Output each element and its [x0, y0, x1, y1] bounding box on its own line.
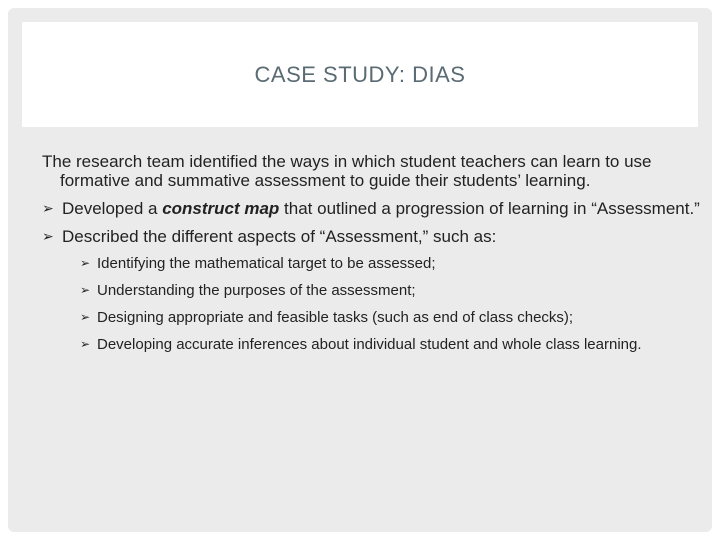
sub-bullet-text: Developing accurate inferences about individual student and whole class learning. — [97, 336, 642, 353]
bullet-text-before: Developed a — [62, 199, 163, 218]
slide-content — [42, 152, 702, 363]
arrow-bullet-icon: ➢ — [80, 337, 91, 351]
sub-bullet-tasks — [80, 309, 702, 326]
sub-bullet-text: Designing appropriate and feasible tasks (such as end of class checks); — [97, 309, 574, 326]
bullet-aspects — [42, 227, 702, 246]
arrow-bullet-icon: ➢ — [42, 200, 54, 216]
bullet-construct-map — [42, 199, 702, 218]
sub-bullet-text: Understanding the purposes of the assessment; — [97, 282, 416, 299]
title-box — [22, 22, 698, 127]
arrow-bullet-icon: ➢ — [42, 228, 54, 244]
sub-bullet-purposes — [80, 282, 702, 299]
sub-bullet-text: Identifying the mathematical target to be assessed; — [97, 255, 436, 272]
bullet-emphasis: construct map — [162, 199, 280, 218]
sub-bullet-inferences — [80, 336, 702, 353]
arrow-bullet-icon: ➢ — [80, 310, 91, 324]
arrow-bullet-icon: ➢ — [80, 256, 91, 270]
arrow-bullet-icon: ➢ — [80, 283, 91, 297]
slide-title: CASE STUDY: DIAS — [254, 61, 466, 87]
sub-bullet-target — [80, 255, 702, 272]
bullet-text: Described the different aspects of “Assessment,” such as: — [62, 227, 497, 246]
bullet-text-after: that outlined a progression of learning in “Assessment.” — [279, 199, 700, 218]
intro-paragraph: The research team identified the ways in which student teachers can learn to use formative and summative assessment to guide their students’ learning. — [42, 152, 652, 190]
